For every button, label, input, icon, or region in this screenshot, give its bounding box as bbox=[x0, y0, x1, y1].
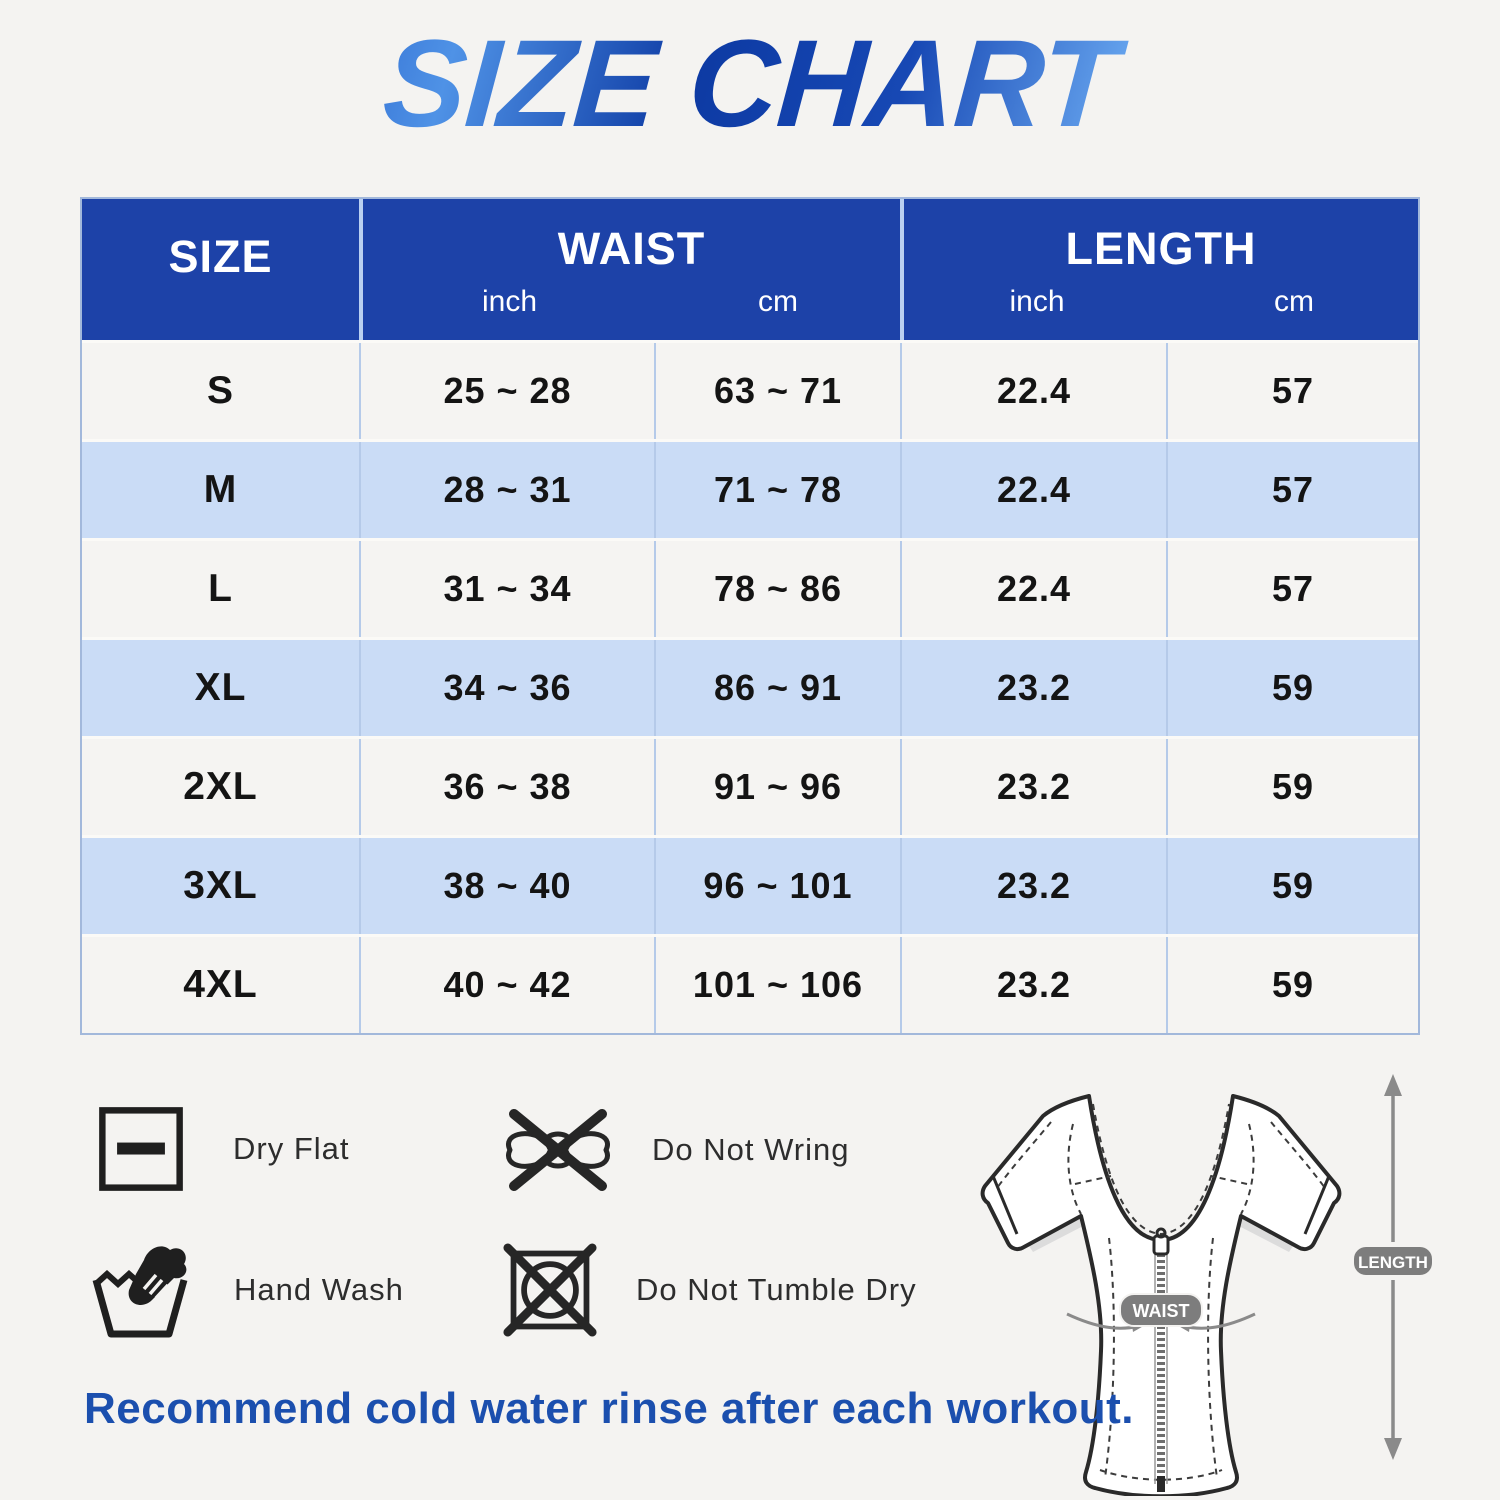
waist-pill-label: WAIST bbox=[1132, 1301, 1190, 1321]
length-inch-cell: 23.2 bbox=[900, 937, 1166, 1033]
header-length bbox=[900, 199, 1418, 340]
size-chart-table bbox=[80, 197, 1420, 1035]
header-length-cm: cm bbox=[1274, 285, 1314, 318]
waist-cm-cell: 86 ~ 91 bbox=[654, 640, 900, 736]
length-inch-cell: 22.4 bbox=[900, 343, 1166, 439]
size-cell: S bbox=[206, 369, 234, 412]
dry-flat-icon bbox=[95, 1103, 187, 1195]
table-row bbox=[82, 538, 1418, 637]
zipper-pull bbox=[1154, 1236, 1168, 1254]
length-cm-cell: 59 bbox=[1166, 640, 1418, 736]
length-cm-cell: 59 bbox=[1166, 838, 1418, 934]
waist-cm-cell: 71 ~ 78 bbox=[654, 442, 900, 538]
length-cm-cell: 57 bbox=[1166, 442, 1418, 538]
table-row bbox=[82, 637, 1418, 736]
length-cm-cell: 59 bbox=[1166, 739, 1418, 835]
waist-inch-cell: 40 ~ 42 bbox=[359, 937, 654, 1033]
size-cell: M bbox=[203, 468, 238, 511]
size-cell: 3XL bbox=[183, 864, 258, 907]
waist-cm-cell: 63 ~ 71 bbox=[654, 343, 900, 439]
waist-cm-cell: 101 ~ 106 bbox=[654, 937, 900, 1033]
length-cm-cell: 57 bbox=[1166, 343, 1418, 439]
care-item-dry-flat bbox=[95, 1103, 350, 1195]
care-label: Dry Flat bbox=[233, 1131, 350, 1166]
table-row bbox=[82, 934, 1418, 1033]
length-cm-cell: 59 bbox=[1166, 937, 1418, 1033]
waist-cm-cell: 96 ~ 101 bbox=[654, 838, 900, 934]
care-label: Do Not Tumble Dry bbox=[636, 1272, 917, 1307]
table-row bbox=[82, 340, 1418, 439]
header-waist bbox=[359, 199, 900, 340]
waist-inch-cell: 25 ~ 28 bbox=[359, 343, 654, 439]
care-item-do-not-tumble-dry bbox=[502, 1242, 917, 1338]
table-row bbox=[82, 439, 1418, 538]
length-pill-label: LENGTH bbox=[1358, 1253, 1428, 1272]
do-not-tumble-dry-icon bbox=[502, 1242, 598, 1338]
care-label: Hand Wash bbox=[234, 1272, 404, 1307]
table-header-row bbox=[82, 199, 1418, 340]
waist-inch-cell: 31 ~ 34 bbox=[359, 541, 654, 637]
waist-inch-cell: 38 ~ 40 bbox=[359, 838, 654, 934]
table-row bbox=[82, 736, 1418, 835]
waist-inch-cell: 28 ~ 31 bbox=[359, 442, 654, 538]
waist-inch-cell: 36 ~ 38 bbox=[359, 739, 654, 835]
length-inch-cell: 22.4 bbox=[900, 442, 1166, 538]
header-size: SIZE bbox=[168, 231, 273, 282]
do-not-wring-icon bbox=[498, 1106, 618, 1194]
table-row bbox=[82, 835, 1418, 934]
header-waist-cm: cm bbox=[758, 285, 798, 318]
size-cell: XL bbox=[194, 666, 247, 709]
page-title: SIZE CHART bbox=[0, 16, 1500, 152]
footnote: Recommend cold water rinse after each workout. bbox=[84, 1384, 1134, 1433]
length-inch-cell: 23.2 bbox=[900, 640, 1166, 736]
header-length-inch: inch bbox=[1009, 285, 1065, 318]
header-length-label: LENGTH bbox=[1065, 223, 1257, 274]
header-waist-inch: inch bbox=[481, 285, 538, 318]
size-cell: 4XL bbox=[183, 963, 258, 1006]
size-cell: L bbox=[208, 567, 233, 610]
size-cell: 2XL bbox=[183, 765, 258, 808]
care-label: Do Not Wring bbox=[652, 1132, 850, 1167]
waist-inch-cell: 34 ~ 36 bbox=[359, 640, 654, 736]
length-inch-cell: 22.4 bbox=[900, 541, 1166, 637]
length-cm-cell: 57 bbox=[1166, 541, 1418, 637]
care-item-do-not-wring bbox=[498, 1106, 850, 1194]
waist-cm-cell: 78 ~ 86 bbox=[654, 541, 900, 637]
header-waist-label: WAIST bbox=[557, 223, 706, 274]
care-item-hand-wash bbox=[88, 1238, 404, 1342]
waist-cm-cell: 91 ~ 96 bbox=[654, 739, 900, 835]
hand-wash-icon bbox=[88, 1238, 192, 1342]
length-inch-cell: 23.2 bbox=[900, 739, 1166, 835]
length-inch-cell: 23.2 bbox=[900, 838, 1166, 934]
table-body bbox=[82, 340, 1418, 1033]
